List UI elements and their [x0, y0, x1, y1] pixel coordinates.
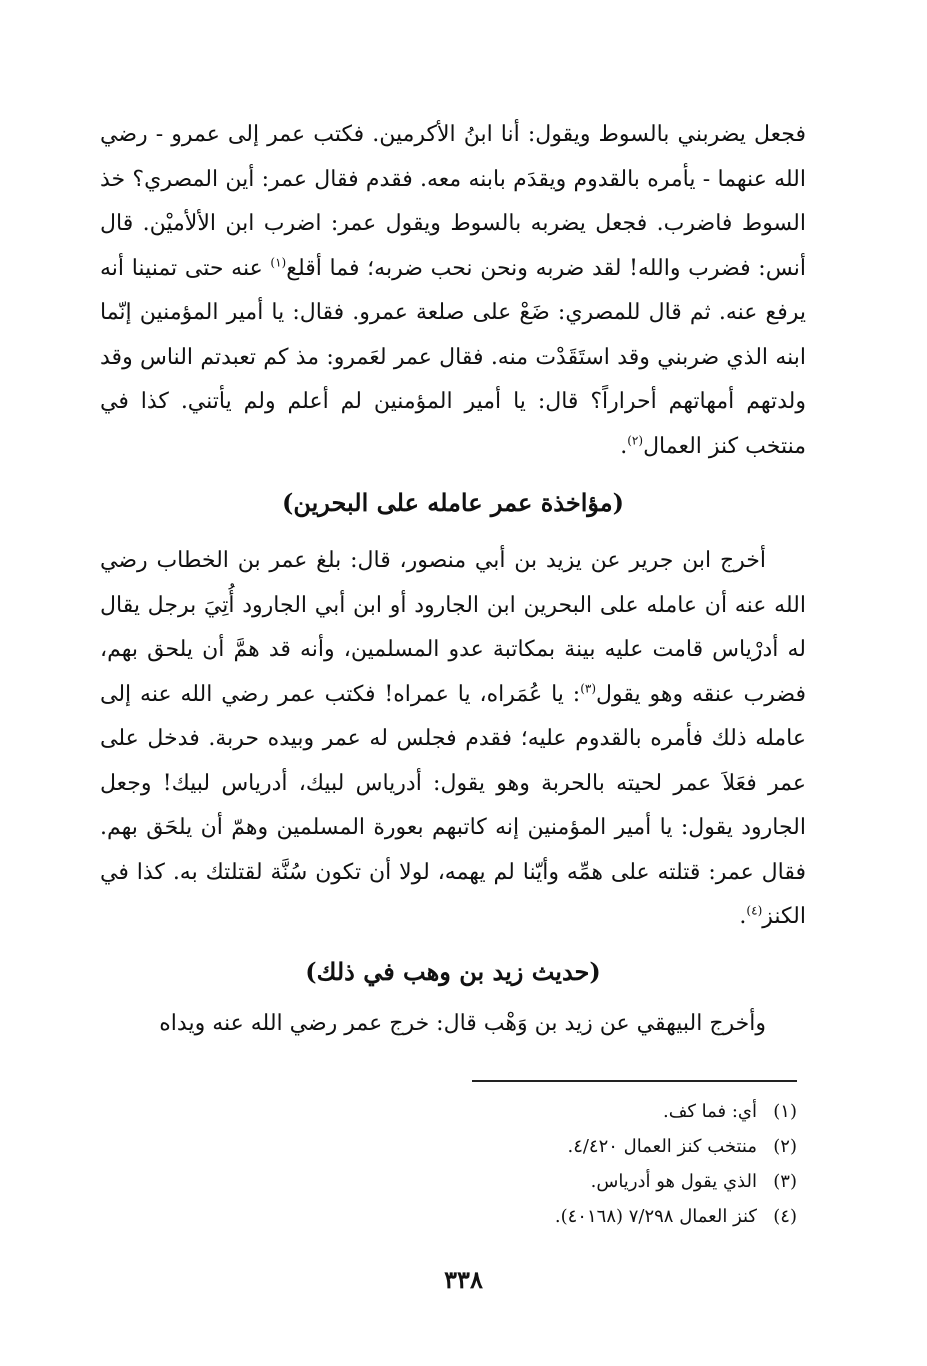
footnote-text: منتخب كنز العمال ٤/٤٢٠. [567, 1136, 757, 1157]
footnote-ref-1[interactable]: (١) [270, 255, 287, 270]
footnote-item [377, 1199, 797, 1234]
footnote-ref-2[interactable]: (٢) [627, 433, 644, 448]
footnote-item [377, 1094, 797, 1129]
footnote-divider [472, 1080, 797, 1082]
footnote-text: كنز العمال ٧/٢٩٨ (٤٠١٦٨). [554, 1206, 757, 1227]
paragraph-1 [100, 113, 806, 469]
footnote-item [377, 1129, 797, 1164]
footnote-ref-3[interactable]: (٣) [580, 681, 597, 696]
paragraph-2-text-b: : يا عُمَراه، يا عمراه! فكتب عمر رضي الله عنه إلى عامله ذلك فأمره بالقدوم عليه؛ فقدم فجلس له عمر وبيده حربة. فدخل على عمر فعَلاَ عمر لحيته بالحربة وهو يقول: أدرياس لبيك، أدرياس لبيك! وجعل الجارود يقول: يا أمير المؤمنين إنه كاتبهم بعورة المسلمين وهمّ أن يلحَق بهم. فقال عمر: قتلته على همِّه وأيّنا لم يهمه، لولا أن تكون سُنَّة لقتلتك به. كذا في الكنز [100, 681, 806, 929]
paragraph-2 [100, 539, 806, 940]
footnote-item [377, 1164, 797, 1199]
footnote-ref-4[interactable]: (٤) [746, 903, 763, 918]
footnotes-list [377, 1094, 797, 1234]
paragraph-3 [100, 1002, 806, 1047]
paragraph-1-text: فجعل يضربني بالسوط ويقول: أنا ابنُ الأكرمين. فكتب عمر إلى عمرو - رضي الله عنهما - يأمره بالقدوم ويقدَم بابنه معه. فقدم فقال عمر: أين المصري؟ خذ السوط فاضرب. فجعل يضربه بالسوط ويقول عمر: اضرب ابن الألأميْن. قال أنس: فضرب والله! لقد ضربه ونحن نحب ضربه؛ فما أقلع [100, 122, 806, 281]
paragraph-3-text: وأخرج البيهقي عن زيد بن وَهْب قال: خرج عمر رضي الله عنه ويداه [159, 1011, 766, 1036]
section-heading-zaid: (حديث زيد بن وهب في ذلك) [305, 957, 601, 986]
section-heading-bahrain: (مؤاخذة عمر عامله على البحرين) [282, 488, 624, 517]
footnote-number: (٤) [773, 1206, 797, 1227]
paragraph-1-text-c: . [620, 433, 628, 459]
paragraph-2-text-c: . [739, 904, 747, 929]
paragraph-2-text: أخرج ابن جرير عن يزيد بن أبي منصور، قال: بلغ عمر بن الخطاب رضي الله عنه أن عامله على البحرين ابن الجارود أو ابن أبي الجارود أُتِيَ برجل يقال له أدرْياس قامت عليه بينة بمكاتبة عدو المسلمين، وأنه قد همَّ أن يلحق بهم، فضرب عنقه وهو يقول [100, 548, 806, 707]
footnote-number: (١) [773, 1101, 797, 1122]
footnote-text: أي: فما كف. [662, 1101, 757, 1122]
footnote-text: الذي يقول هو أدرياس. [590, 1171, 757, 1192]
footnote-number: (٢) [773, 1136, 797, 1157]
page-number: ٣٣٨ [444, 1265, 483, 1294]
footnote-number: (٣) [773, 1171, 797, 1192]
paragraph-1-text-b: عنه حتى تمنينا أنه يرفع عنه. ثم قال للمصري: ضَعْ على صلعة عمرو. فقال: يا أمير المؤمنين إنّما ابنه الذي ضربني وقد استَقَدْت منه. فقال عمر لعَمرو: مذ كم تعبدتم الناس وقد ولدتهم أمهاتهم أحراراً؟ قال: يا أمير المؤمنين لم أعلم ولم يأتني. كذا في منتخب كنز العمال [100, 255, 806, 459]
